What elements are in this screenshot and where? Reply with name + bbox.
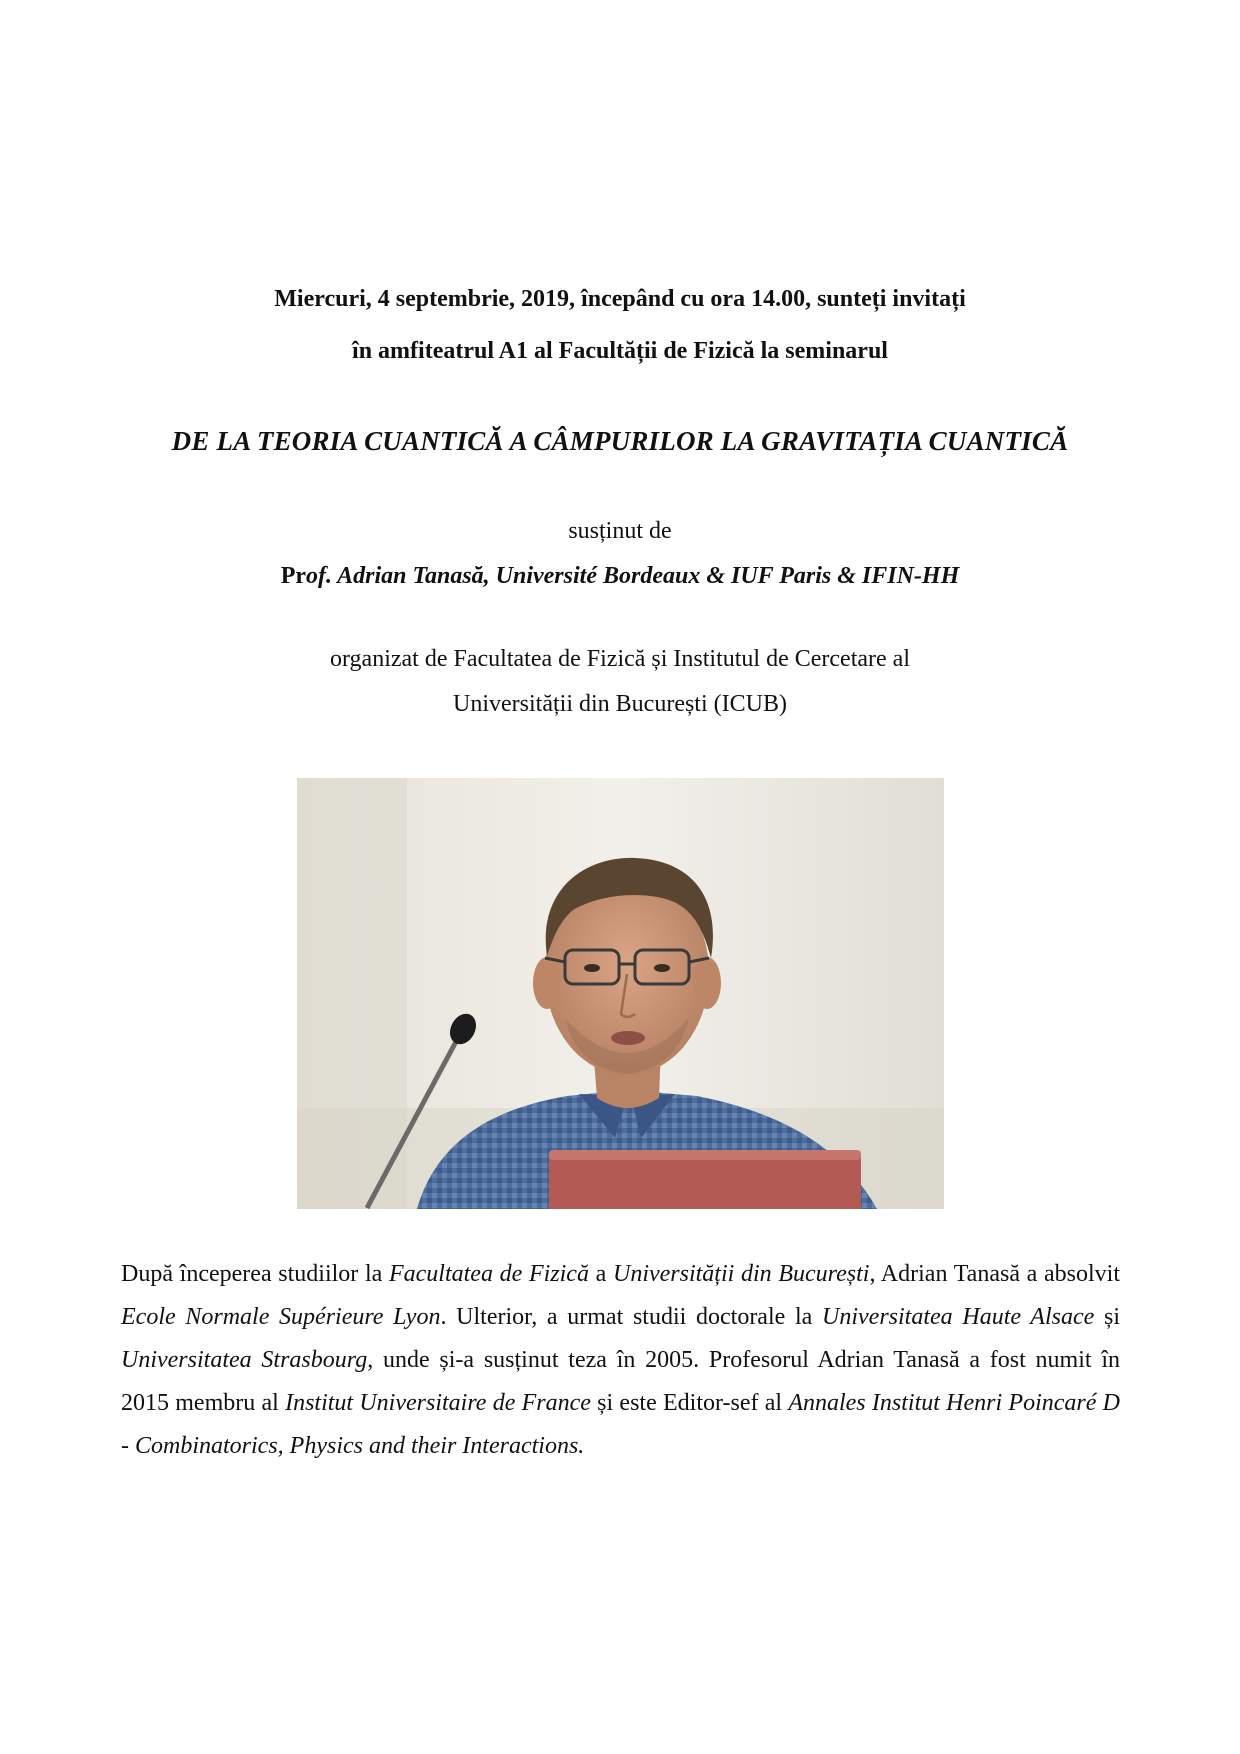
- presented-by-label: susținut de: [568, 518, 672, 544]
- bio-institution: Institut Universitaire de France: [285, 1390, 591, 1416]
- bio-text: .: [578, 1433, 585, 1459]
- speaker-line: [0, 563, 1240, 590]
- bio-text: . Ulterior, a urmat studii doctorale la: [440, 1304, 823, 1330]
- bio-institution: Universitatea Strasbourg: [121, 1347, 368, 1373]
- invitation-line-1: Miercuri, 4 septembrie, 2019, începând cu ora 14.00, sunteți invitați: [274, 286, 966, 312]
- seminar-title: DE LA TEORIA CUANTICĂ A CÂMPURILOR LA GRAVITAȚIA CUANTICĂ: [171, 426, 1069, 456]
- speaker-biography: [121, 1253, 1120, 1468]
- invitation-line-2: în amfiteatrul A1 al Facultății de Fizică la seminarul: [352, 338, 888, 364]
- organizer-line-2: Universității din București (ICUB): [453, 691, 787, 717]
- speaker-photo: [297, 778, 944, 1209]
- organizer-line-1: organizat de Facultatea de Fizică și Institutul de Cercetare al: [330, 646, 910, 672]
- bio-institution: Universitatea Haute Alsace: [822, 1304, 1095, 1330]
- bio-journal: Annales Institut Henri Poincaré D - Combinatorics, Physics and their Interactions: [121, 1390, 1120, 1459]
- bio-text: , unde și-a susținut teza în 2005. Profesorul Adrian Tanasă a fost numit în 2015 membru al: [121, 1347, 1121, 1416]
- bio-text: După începerea studiilor la: [121, 1261, 389, 1287]
- speaker-name-affiliations: of. Adrian Tanasă, Université Bordeaux & IUF Paris & IFIN-HH: [306, 563, 960, 589]
- bio-text: și este Editor-sef al: [590, 1390, 789, 1416]
- bio-text: a: [588, 1261, 613, 1287]
- bio-text: și: [1094, 1304, 1120, 1330]
- bio-institution: Universității din București: [612, 1261, 870, 1287]
- speaker-prefix: Pr: [280, 563, 307, 589]
- bio-text: , Adrian Tanasă a absolvit: [869, 1261, 1120, 1287]
- bio-institution: Ecole Normale Supérieure Lyon: [121, 1304, 441, 1330]
- bio-institution: Facultatea de Fizică: [388, 1261, 589, 1287]
